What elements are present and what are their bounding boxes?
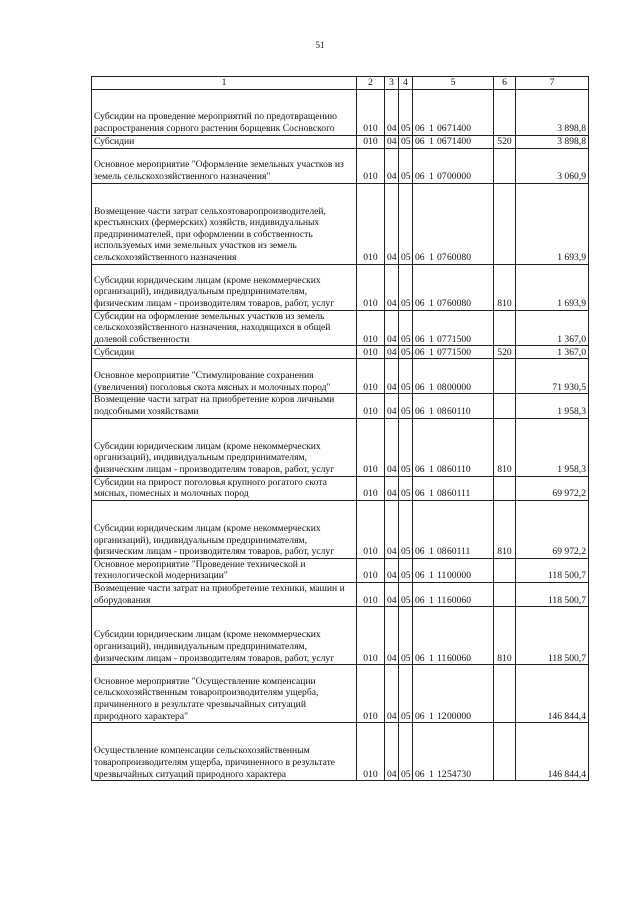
subsection-code-cell: 05	[399, 264, 413, 310]
column-header: 4	[399, 77, 413, 90]
amount-cell: 71 930,5	[516, 359, 589, 394]
event-code: 07	[437, 346, 447, 358]
subprogram-code: 1	[429, 381, 434, 393]
subprogram-code: 1	[429, 346, 434, 358]
subsection-code-cell: 05	[399, 183, 413, 264]
subprogram-code: 1	[429, 652, 434, 664]
program-code: 06	[415, 252, 425, 263]
direction-code: 60110	[447, 405, 471, 417]
section-code-cell: 04	[385, 89, 399, 135]
direction-code: 60060	[447, 652, 471, 664]
table-row	[92, 310, 589, 346]
program-code: 06	[415, 346, 425, 358]
ministry-code-cell: 010	[357, 135, 385, 148]
expense-type-cell	[494, 476, 516, 500]
table-row	[92, 394, 589, 418]
section-code-cell: 04	[385, 476, 399, 500]
expense-type-cell	[494, 148, 516, 183]
section-code-cell: 04	[385, 264, 399, 310]
event-code: 08	[437, 405, 447, 417]
section-code-cell: 04	[385, 148, 399, 183]
expense-type-cell	[494, 310, 516, 346]
ministry-code-cell: 010	[357, 500, 385, 558]
subsection-code-cell: 05	[399, 148, 413, 183]
ministry-code-cell: 010	[357, 89, 385, 135]
target-article-cell	[413, 394, 494, 418]
expense-type-cell	[494, 359, 516, 394]
section-code-cell: 04	[385, 346, 399, 359]
target-article-cell	[413, 476, 494, 500]
row-name-cell: Основное мероприятие "Стимулирование сохранения (увеличения) поголовья скота мясных и молочных пород"	[92, 359, 357, 394]
subsection-code-cell: 05	[399, 418, 413, 476]
target-article-cell	[413, 500, 494, 558]
expense-type-cell	[494, 183, 516, 264]
section-code-cell: 04	[385, 607, 399, 665]
table-row	[92, 183, 589, 264]
table-row	[92, 558, 589, 582]
table-body	[92, 89, 589, 781]
event-code: 06	[437, 123, 447, 134]
amount-cell: 1 367,0	[516, 310, 589, 346]
amount-cell: 1 693,9	[516, 183, 589, 264]
table-row	[92, 418, 589, 476]
program-code: 06	[415, 768, 425, 780]
event-code: 08	[437, 381, 447, 393]
program-code: 06	[415, 463, 425, 475]
ministry-code-cell: 010	[357, 310, 385, 346]
row-name-cell: Основное мероприятие "Проведение технической и технологической модернизации"	[92, 558, 357, 582]
expense-type-cell	[494, 723, 516, 781]
subsection-code-cell: 05	[399, 723, 413, 781]
subsection-code-cell: 05	[399, 394, 413, 418]
table-row	[92, 89, 589, 135]
amount-cell: 118 500,7	[516, 558, 589, 582]
budget-table	[91, 76, 589, 781]
subprogram-code: 1	[429, 768, 434, 780]
ministry-code-cell: 010	[357, 394, 385, 418]
direction-code: 71400	[447, 136, 471, 147]
target-article-cell	[413, 89, 494, 135]
direction-code: 71500	[447, 333, 471, 345]
target-article-cell	[413, 346, 494, 359]
section-code-cell: 04	[385, 723, 399, 781]
direction-code: 60080	[447, 252, 471, 263]
section-code-cell: 04	[385, 418, 399, 476]
program-code: 06	[415, 652, 425, 664]
direction-code: 71500	[447, 346, 471, 358]
amount-cell: 1 958,3	[516, 394, 589, 418]
row-name-cell: Возмещение части затрат сельхозтоваропроизводителей, крестьянских (фермерских) хозяйств, индивидуальных предпринимателей, при оформлении в собственность используемых ими земельных участков из земель сельскохозяйственного назначения	[92, 183, 357, 264]
event-code: 08	[437, 488, 447, 500]
column-header: 6	[494, 77, 516, 90]
row-name-cell: Субсидии юридическим лицам (кроме некоммерческих организаций), индивидуальным предпринимателям, физическим лицам - производителям товаров, работ, услуг	[92, 500, 357, 558]
ministry-code-cell: 010	[357, 476, 385, 500]
expense-type-cell	[494, 665, 516, 723]
row-name-cell: Субсидии	[92, 346, 357, 359]
program-code: 06	[415, 594, 425, 606]
expense-type-cell	[494, 558, 516, 582]
amount-cell: 146 844,4	[516, 665, 589, 723]
target-article-cell	[413, 723, 494, 781]
subprogram-code: 1	[429, 298, 434, 309]
row-name-cell: Осуществление компенсации сельскохозяйственным товаропроизводителям ущерба, причиненного в результате чрезвычайных ситуаций природного характера	[92, 723, 357, 781]
subsection-code-cell: 05	[399, 607, 413, 665]
target-article-cell	[413, 264, 494, 310]
amount-cell: 3 898,8	[516, 89, 589, 135]
subsection-code-cell: 05	[399, 582, 413, 606]
subprogram-code: 1	[429, 594, 434, 606]
direction-code: 60080	[447, 298, 471, 309]
row-name-cell: Возмещение части затрат на приобретение техники, машин и оборудования	[92, 582, 357, 606]
header-row	[92, 77, 589, 90]
subprogram-code: 1	[429, 405, 434, 417]
table-row	[92, 500, 589, 558]
subsection-code-cell: 05	[399, 346, 413, 359]
target-article-cell	[413, 558, 494, 582]
row-name-cell: Субсидии на проведение мероприятий по предотвращению распространения сорного растения борщевик Сосновского	[92, 89, 357, 135]
row-name-cell: Основное мероприятие "Осуществление компенсации сельскохозяйственным товаропроизводителям ущерба, причиненного в результате чрезвычайных ситуаций природного характера"	[92, 665, 357, 723]
column-header: 1	[92, 77, 357, 90]
table-row	[92, 476, 589, 500]
event-code: 07	[437, 252, 447, 263]
amount-cell: 69 972,2	[516, 500, 589, 558]
table-row	[92, 135, 589, 148]
direction-code: 60111	[447, 546, 471, 558]
subprogram-code: 1	[429, 570, 434, 582]
expense-type-cell	[494, 89, 516, 135]
amount-cell: 3 898,8	[516, 135, 589, 148]
ministry-code-cell: 010	[357, 183, 385, 264]
column-header: 7	[516, 77, 589, 90]
target-article-cell	[413, 148, 494, 183]
table-row	[92, 665, 589, 723]
section-code-cell: 04	[385, 135, 399, 148]
amount-cell: 146 844,4	[516, 723, 589, 781]
direction-code: 00000	[447, 171, 471, 182]
column-header: 2	[357, 77, 385, 90]
section-code-cell: 04	[385, 500, 399, 558]
event-code: 11	[437, 594, 447, 606]
table-row	[92, 723, 589, 781]
subprogram-code: 1	[429, 252, 434, 263]
ministry-code-cell: 010	[357, 264, 385, 310]
program-code: 06	[415, 546, 425, 558]
ministry-code-cell: 010	[357, 346, 385, 359]
expense-type-cell	[494, 582, 516, 606]
ministry-code-cell: 010	[357, 558, 385, 582]
event-code: 07	[437, 298, 447, 309]
target-article-cell	[413, 665, 494, 723]
ministry-code-cell: 010	[357, 723, 385, 781]
program-code: 06	[415, 171, 425, 182]
target-article-cell	[413, 359, 494, 394]
amount-cell: 1 958,3	[516, 418, 589, 476]
event-code: 12	[437, 768, 447, 780]
section-code-cell: 04	[385, 183, 399, 264]
event-code: 11	[437, 652, 447, 664]
row-name-cell: Возмещение части затрат на приобретение коров личными подсобными хозяйствами	[92, 394, 357, 418]
table-row	[92, 264, 589, 310]
amount-cell: 1 367,0	[516, 346, 589, 359]
target-article-cell	[413, 135, 494, 148]
subprogram-code: 1	[429, 488, 434, 500]
subsection-code-cell: 05	[399, 476, 413, 500]
table-row	[92, 148, 589, 183]
expense-type-cell: 810	[494, 264, 516, 310]
section-code-cell: 04	[385, 359, 399, 394]
expense-type-cell: 520	[494, 346, 516, 359]
ministry-code-cell: 010	[357, 148, 385, 183]
amount-cell: 118 500,7	[516, 582, 589, 606]
event-code: 11	[437, 570, 447, 582]
direction-code: 00000	[447, 710, 471, 722]
program-code: 06	[415, 298, 425, 309]
page-number: 51	[315, 40, 325, 50]
event-code: 08	[437, 463, 447, 475]
column-header: 3	[385, 77, 399, 90]
program-code: 06	[415, 333, 425, 345]
expense-type-cell: 810	[494, 607, 516, 665]
subsection-code-cell: 05	[399, 359, 413, 394]
direction-code: 60060	[447, 594, 471, 606]
expense-type-cell: 810	[494, 500, 516, 558]
amount-cell: 118 500,7	[516, 607, 589, 665]
row-name-cell: Субсидии на оформление земельных участков из земель сельскохозяйственного назначения, находящихся в общей долевой собственности	[92, 310, 357, 346]
row-name-cell: Субсидии юридическим лицам (кроме некоммерческих организаций), индивидуальным предпринимателям, физическим лицам - производителям товаров, работ, услуг	[92, 418, 357, 476]
subprogram-code: 1	[429, 171, 434, 182]
target-article-cell	[413, 582, 494, 606]
amount-cell: 69 972,2	[516, 476, 589, 500]
table-row	[92, 359, 589, 394]
program-code: 06	[415, 381, 425, 393]
section-code-cell: 04	[385, 310, 399, 346]
program-code: 06	[415, 710, 425, 722]
program-code: 06	[415, 488, 425, 500]
table-row	[92, 607, 589, 665]
direction-code: 60110	[447, 463, 471, 475]
expense-type-cell: 520	[494, 135, 516, 148]
table-row	[92, 582, 589, 606]
row-name-cell: Субсидии юридическим лицам (кроме некоммерческих организаций), индивидуальным предпринимателям, физическим лицам - производителям товаров, работ, услуг	[92, 607, 357, 665]
subprogram-code: 1	[429, 333, 434, 345]
row-name-cell: Основное мероприятие "Оформление земельных участков из земель сельскохозяйственного назначения"	[92, 148, 357, 183]
target-article-cell	[413, 310, 494, 346]
ministry-code-cell: 010	[357, 607, 385, 665]
subsection-code-cell: 05	[399, 89, 413, 135]
program-code: 06	[415, 405, 425, 417]
program-code: 06	[415, 136, 425, 147]
section-code-cell: 04	[385, 558, 399, 582]
ministry-code-cell: 010	[357, 665, 385, 723]
event-code: 07	[437, 171, 447, 182]
event-code: 08	[437, 546, 447, 558]
expense-type-cell	[494, 394, 516, 418]
subprogram-code: 1	[429, 123, 434, 134]
subsection-code-cell: 05	[399, 558, 413, 582]
ministry-code-cell: 010	[357, 359, 385, 394]
section-code-cell: 04	[385, 394, 399, 418]
expense-type-cell: 810	[494, 418, 516, 476]
row-name-cell: Субсидии юридическим лицам (кроме некоммерческих организаций), индивидуальным предпринимателям, физическим лицам - производителям товаров, работ, услуг	[92, 264, 357, 310]
section-code-cell: 04	[385, 665, 399, 723]
ministry-code-cell: 010	[357, 418, 385, 476]
subprogram-code: 1	[429, 136, 434, 147]
subsection-code-cell: 05	[399, 310, 413, 346]
table-row	[92, 346, 589, 359]
program-code: 06	[415, 123, 425, 134]
direction-code: 54730	[447, 768, 471, 780]
program-code: 06	[415, 570, 425, 582]
subprogram-code: 1	[429, 463, 434, 475]
ministry-code-cell: 010	[357, 582, 385, 606]
direction-code: 00000	[447, 381, 471, 393]
target-article-cell	[413, 183, 494, 264]
amount-cell: 3 060,9	[516, 148, 589, 183]
event-code: 07	[437, 333, 447, 345]
direction-code: 60111	[447, 488, 471, 500]
row-name-cell: Субсидии	[92, 135, 357, 148]
direction-code: 71400	[447, 123, 471, 134]
subprogram-code: 1	[429, 710, 434, 722]
amount-cell: 1 693,9	[516, 264, 589, 310]
column-header: 5	[413, 77, 494, 90]
subsection-code-cell: 05	[399, 135, 413, 148]
direction-code: 00000	[447, 570, 471, 582]
subsection-code-cell: 05	[399, 500, 413, 558]
target-article-cell	[413, 418, 494, 476]
section-code-cell: 04	[385, 582, 399, 606]
subsection-code-cell: 05	[399, 665, 413, 723]
event-code: 06	[437, 136, 447, 147]
subprogram-code: 1	[429, 546, 434, 558]
event-code: 12	[437, 710, 447, 722]
row-name-cell: Субсидии на прирост поголовья крупного рогатого скота мясных, помесных и молочных пород	[92, 476, 357, 500]
target-article-cell	[413, 607, 494, 665]
